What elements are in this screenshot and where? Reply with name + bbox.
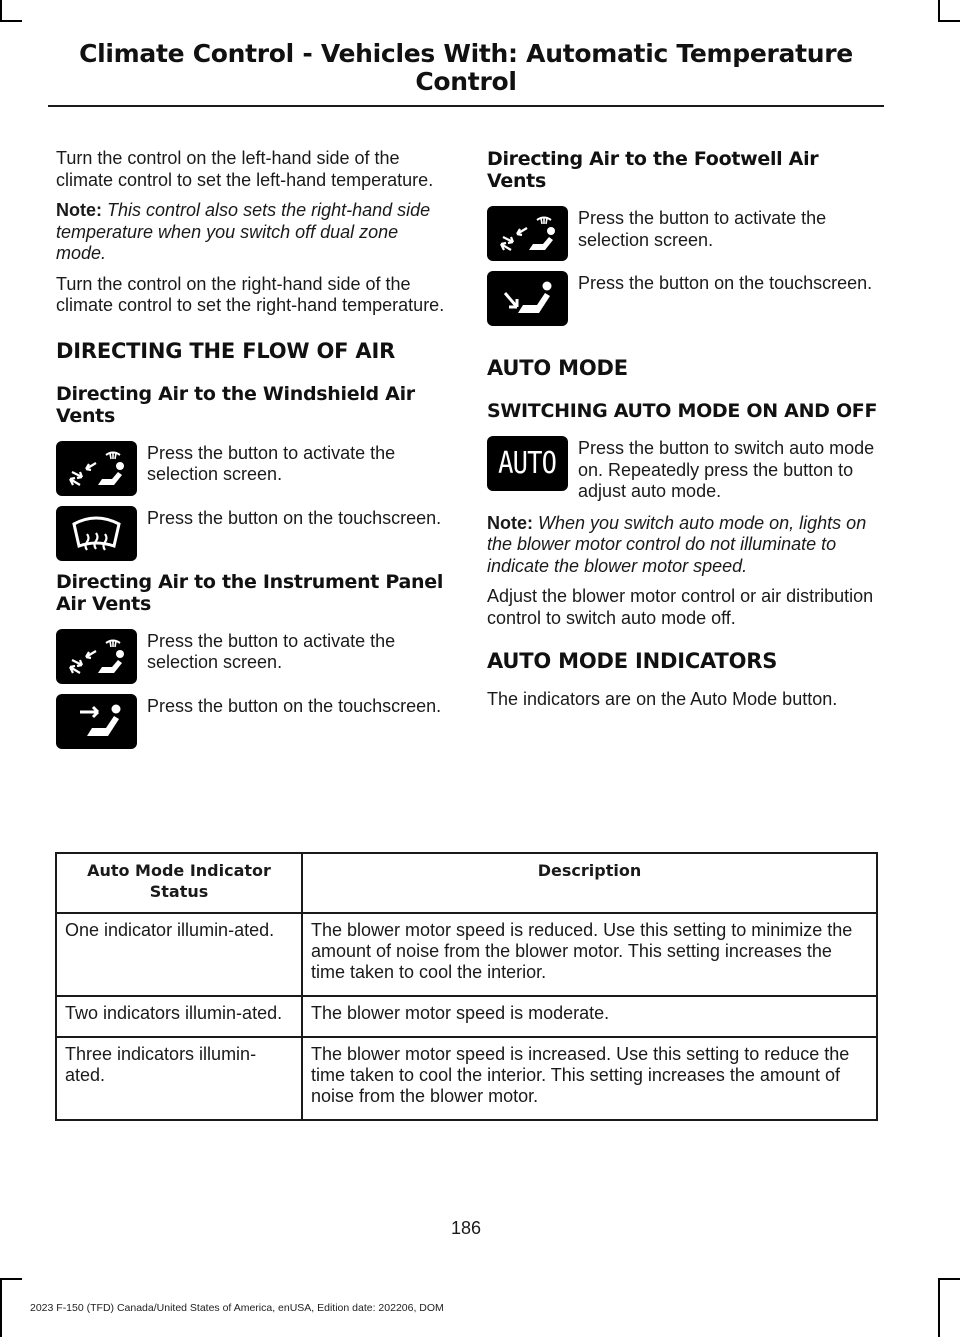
crop-mark xyxy=(0,20,22,22)
table-row xyxy=(56,913,877,996)
windshield-step-2-text: Press the button on the touchscreen. xyxy=(147,507,442,528)
table-row xyxy=(56,996,877,1037)
note-text: This control also sets the right-hand side temperature when you switch off dual zone mode. xyxy=(56,200,431,263)
air-distribution-selection-icon xyxy=(487,206,568,261)
right-column xyxy=(487,148,879,720)
heading-switching-auto-mode: SWITCHING AUTO MODE ON AND OFF xyxy=(487,400,878,422)
windshield-step-1-text: Press the button to activate the selection screen. xyxy=(147,442,396,484)
panel-step-2-text: Press the button on the touchscreen. xyxy=(147,695,442,716)
heading-panel-vents: Directing Air to the Instrument Panel Air Vents xyxy=(56,570,444,615)
description-cell: The blower motor speed is reduced. Use this setting to minimize the amount of noise from the blower motor. This setting increases the time taken to cool the interior. xyxy=(302,913,877,996)
footwell-step-2-text: Press the button on the touchscreen. xyxy=(578,273,873,293)
heading-auto-mode-indicators: AUTO MODE INDICATORS xyxy=(487,649,778,673)
panel-step-1-text: Press the button to activate the selection screen. xyxy=(147,630,396,672)
status-cell: One indicator illumin-ated. xyxy=(56,913,302,996)
paragraph-switch-off-auto: Adjust the blower motor control or air distribution control to switch auto mode off. xyxy=(487,586,874,628)
panel-step-2 xyxy=(56,694,448,749)
footwell-step-2 xyxy=(487,271,879,326)
status-cell: Two indicators illumin-ated. xyxy=(56,996,302,1037)
auto-mode-step-text: Press the button to switch auto mode on. Repeatedly press the button to adjust auto mode. xyxy=(578,438,875,501)
page-number: 186 xyxy=(450,1218,482,1238)
heading-directing-flow: DIRECTING THE FLOW OF AIR xyxy=(56,338,396,363)
column-header-description: Description xyxy=(302,853,877,913)
status-cell: Three indicators illumin-ated. xyxy=(56,1037,302,1120)
description-cell: The blower motor speed is increased. Use this setting to reduce the time taken to cool the interior. This setting increases the amount of noise from the blower motor. xyxy=(302,1037,877,1120)
crop-mark xyxy=(938,0,940,22)
note-label: Note: xyxy=(56,200,102,220)
header-divider xyxy=(48,105,884,107)
note-text: When you switch auto mode on, lights on the blower motor control do not illuminate to indicate the blower motor speed. xyxy=(487,512,867,576)
paragraph-indicators-location: The indicators are on the Auto Mode button. xyxy=(487,689,838,709)
crop-mark xyxy=(0,0,2,22)
windshield-defrost-icon[interactable] xyxy=(56,506,137,561)
description-cell: The blower motor speed is moderate. xyxy=(302,996,877,1037)
note-label: Note: xyxy=(487,512,533,533)
heading-windshield-vents: Directing Air to the Windshield Air Vents xyxy=(56,382,415,427)
note-auto-mode xyxy=(487,513,879,578)
footwell-step-1-text: Press the button to activate the selection screen. xyxy=(578,208,827,250)
auto-mode-indicator-table xyxy=(55,852,878,1121)
crop-mark xyxy=(0,1278,2,1337)
auto-mode-icon[interactable] xyxy=(487,436,568,491)
heading-auto-mode: AUTO MODE xyxy=(487,356,628,380)
windshield-step-2 xyxy=(56,506,448,561)
table-header-row xyxy=(56,853,877,913)
auto-icon-label: AUTO xyxy=(498,446,557,481)
column-header-status: Auto Mode Indicator Status xyxy=(56,853,302,913)
air-distribution-selection-icon xyxy=(56,629,137,684)
left-column xyxy=(56,148,448,759)
panel-step-1 xyxy=(56,629,448,684)
crop-mark xyxy=(938,1278,940,1337)
crop-mark xyxy=(938,1278,960,1280)
paragraph-right-temperature: Turn the control on the right-hand side of the climate control to set the right-hand temperature. xyxy=(56,273,445,315)
crop-mark xyxy=(938,20,960,22)
footwell-vent-icon[interactable] xyxy=(487,271,568,326)
windshield-step-1 xyxy=(56,441,448,496)
heading-footwell-vents: Directing Air to the Footwell Air Vents xyxy=(487,148,819,192)
edition-footer: 2023 F-150 (TFD) Canada/United States of America, enUSA, Edition date: 202206, DOM xyxy=(30,1302,444,1314)
air-distribution-selection-icon xyxy=(56,441,137,496)
auto-mode-step xyxy=(487,436,879,503)
table-row xyxy=(56,1037,877,1120)
paragraph-left-temperature: Turn the control on the left-hand side of the climate control to set the left-hand temperature. xyxy=(56,148,434,190)
page-title: Climate Control - Vehicles With: Automatic Temperature Control xyxy=(79,39,853,96)
note-dual-zone xyxy=(56,200,448,265)
footwell-step-1 xyxy=(487,206,879,261)
panel-vent-icon[interactable] xyxy=(56,694,137,749)
crop-mark xyxy=(0,1278,22,1280)
